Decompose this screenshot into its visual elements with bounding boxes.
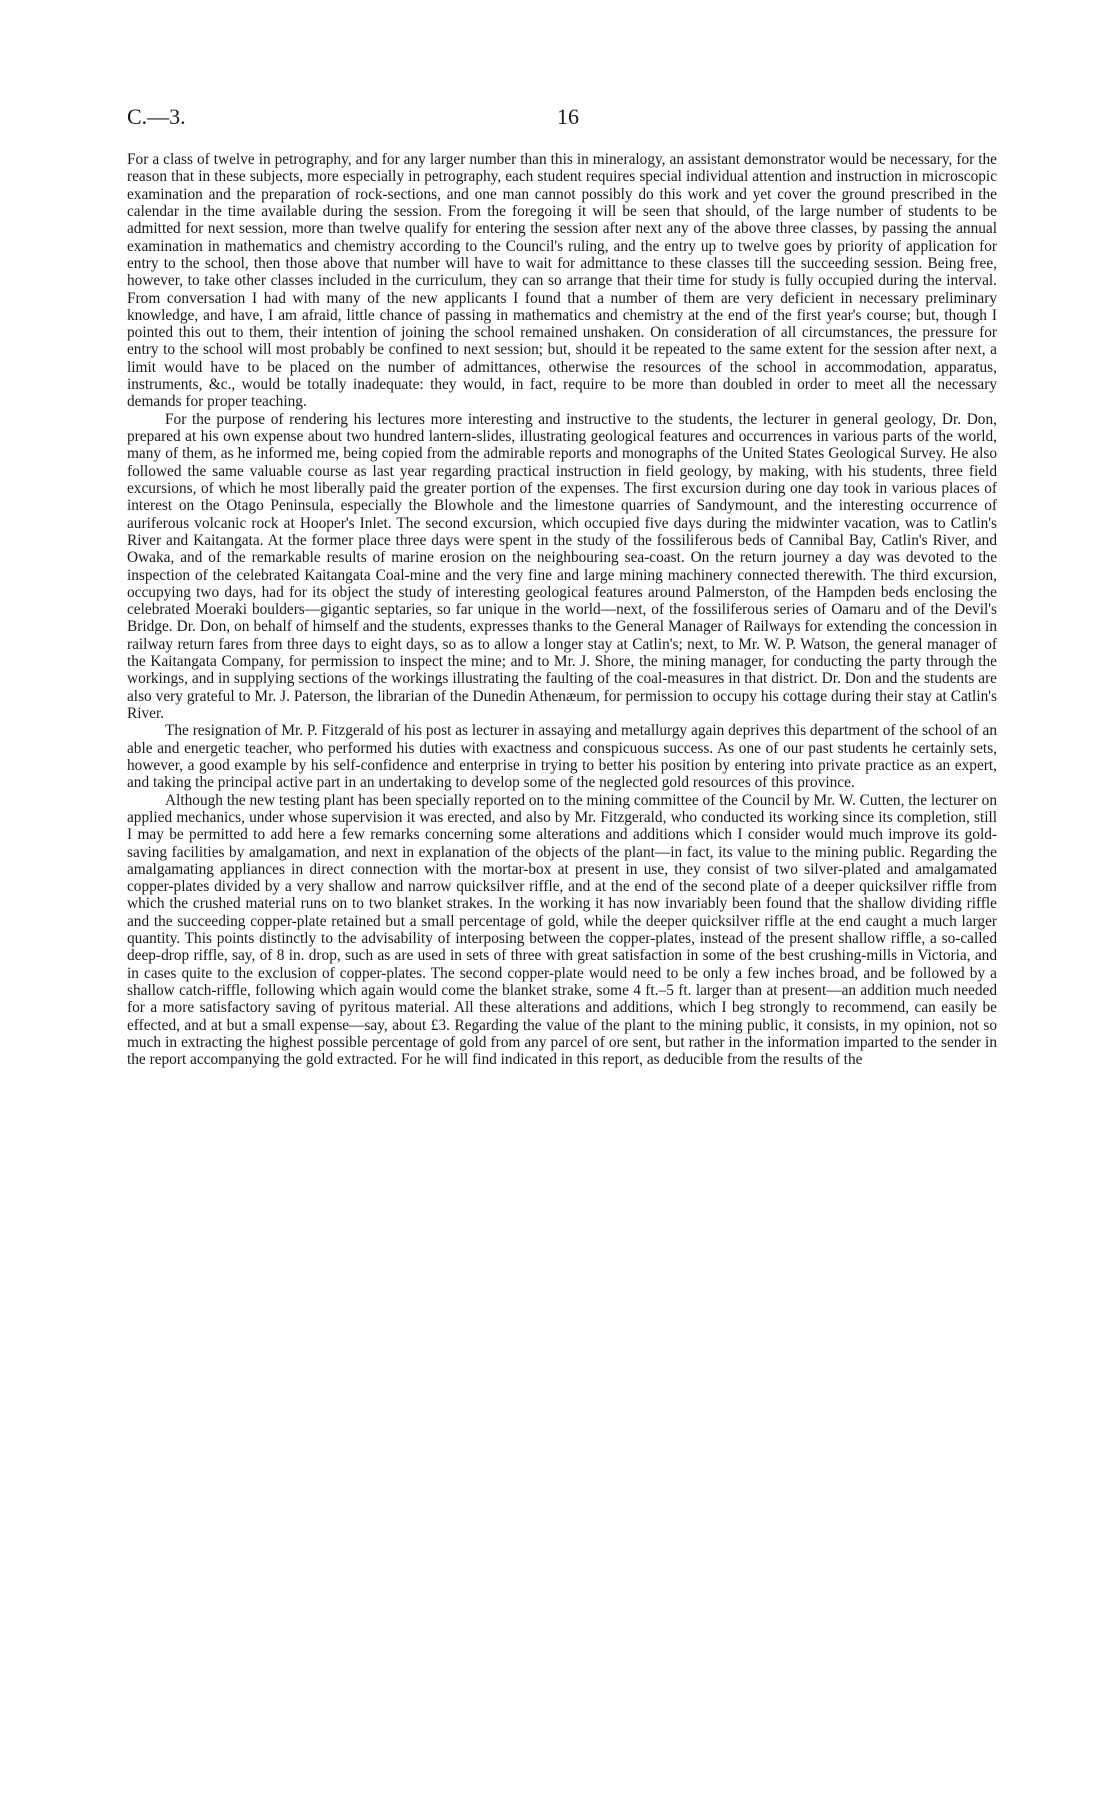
page-number: 16 bbox=[557, 104, 579, 129]
body-text bbox=[127, 151, 997, 1069]
paragraph-geology-excursions: For the purpose of rendering his lectures more interesting and instructive to the students, the lecturer in general geology, Dr. Don, prepared at his own expense about two hundred lantern-slides, illustrating geological features and occurrences in various parts of the world, many of them, as he informed me, being copied from the admirable reports and monographs of the United States Geological Survey. He also followed the same valuable course as last year regarding practical instruction in field geology, by making, with his students, three field excursions, of which he most liberally paid the greater portion of the expenses. The first excursion during one day took in various places of interest on the Otago Peninsula, especially the Blowhole and the limestone quarries of Sandymount, and the interesting occurrence of auriferous volcanic rock at Hooper's Inlet. The second excursion, which occupied five days during the midwinter vacation, was to Catlin's River and Kaitangata. At the former place three days were spent in the study of the fossiliferous beds of Cannibal Bay, Catlin's River, and Owaka, and of the remarkable results of marine erosion on the neighbouring sea-coast. On the return journey a day was devoted to the inspection of the celebrated Kaitangata Coal-mine and the very fine and large mining machinery connected therewith. The third excursion, occupying two days, had for its object the study of interesting geological features around Palmerston, of the Hampden beds enclosing the celebrated Moeraki boulders—gigantic septaries, so far unique in the world—next, of the fossiliferous series of Oamaru and of the Devil's Bridge. Dr. Don, on behalf of himself and the students, expresses thanks to the General Manager of Railways for extending the concession in railway return fares from three days to eight days, so as to allow a longer stay at Catlin's; next, to Mr. W. P. Watson, the general manager of the Kaitangata Company, for permission to inspect the mine; and to Mr. J. Shore, the mining manager, for conducting the party through the workings, and in supplying sections of the workings illustrating the faulting of the coal-measures in that district. Dr. Don and the students are also very grateful to Mr. J. Paterson, the librarian of the Dunedin Athenæum, for permission to occupy his cottage during their stay at Catlin's River. bbox=[127, 410, 997, 722]
page-header bbox=[127, 104, 997, 134]
paragraph-petrography-class: For a class of twelve in petrography, and for any larger number than this in mineralogy, an assistant demonstrator would be necessary, for the reason that in these subjects, more especially in petrography, each student requires special individual attention and instruction in microscopic examination and the preparation of rock-sections, and one man cannot possibly do this work and yet cover the ground prescribed in the calendar in the time available during the session. From the foregoing it will be seen that should, of the large number of students to be admitted for next session, more than twelve qualify for entering the session after next any of the above three classes, by passing the annual examination in mathematics and chemistry according to the Council's ruling, and the entry up to twelve goes by priority of application for entry to the school, then those above that number will have to wait for admittance to these classes till the succeeding session. Being free, however, to take other classes included in the curriculum, they can so arrange that their time for study is fully occupied during the interval. From conversation I had with many of the new applicants I found that a number of them are very deficient in necessary preliminary knowledge, and have, I am afraid, little chance of passing in mathematics and chemistry at the end of the first year's course; but, though I pointed this out to them, their intention of joining the school remained unshaken. On consideration of all circumstances, the pressure for entry to the school will most probably be confined to next session; but, should it be repeated to the same extent for the session after next, a limit would have to be placed on the number of admittances, otherwise the resources of the school in accommodation, apparatus, instruments, &c., would be totally inadequate: they would, in fact, require to be more than doubled in order to meet all the necessary demands for proper teaching. bbox=[127, 151, 997, 411]
paragraph-fitzgerald-resignation: The resignation of Mr. P. Fitzgerald of his post as lecturer in assaying and metallurgy again deprives this department of the school of an able and energetic teacher, who performed his duties with exactness and conspicuous success. As one of our past students he certainly sets, however, a good example by his self-confidence and enterprise in trying to better his position by entering into private practice as an expert, and taking the principal active part in an undertaking to develop some of the neglected gold resources of this province. bbox=[127, 722, 997, 792]
document-code: C.—3. bbox=[127, 104, 186, 129]
paragraph-testing-plant: Although the new testing plant has been specially reported on to the mining committee of the Council by Mr. W. Cutten, the lecturer on applied mechanics, under whose supervision it was erected, and also by Mr. Fitzgerald, who conducted its working since its completion, still I may be permitted to add here a few remarks concerning some alterations and additions which I consider would much improve its gold-saving facilities by amalgamation, and next in explanation of the objects of the plant—in fact, its value to the mining public. Regarding the amalgamating appliances in direct connection with the mortar-box at present in use, they consist of two silver-plated and amalgamated copper-plates divided by a very shallow and narrow quicksilver riffle, and at the end of the second plate of a deeper quicksilver riffle from which the crushed material runs on to two blanket strakes. In the working it has now invariably been found that the shallow dividing riffle and the succeeding copper-plate retained but a small percentage of gold, while the deeper quicksilver riffle at the end caught a much larger quantity. This points distinctly to the advisability of interposing between the copper-plates, instead of the present shallow riffle, a so-called deep-drop riffle, say, of 8 in. drop, such as are used in sets of three with great satisfaction in some of the best crushing-mills in Victoria, and in cases quite to the exclusion of copper-plates. The second copper-plate would need to be only a few inches broad, and be followed by a shallow catch-riffle, following which again would come the blanket strake, some 4 ft.–5 ft. larger than at present—an addition much needed for a more satisfactory saving of pyritous material. All these alterations and additions, which I beg strongly to recommend, can easily be effected, and at but a small expense—say, about £3. Regarding the value of the plant to the mining public, it consists, in my opinion, not so much in extracting the highest possible percentage of gold from any parcel of ore sent, but rather in the information imparted to the sender in the report accompanying the gold extracted. For he will find indicated in this report, as deducible from the results of the bbox=[127, 791, 997, 1069]
